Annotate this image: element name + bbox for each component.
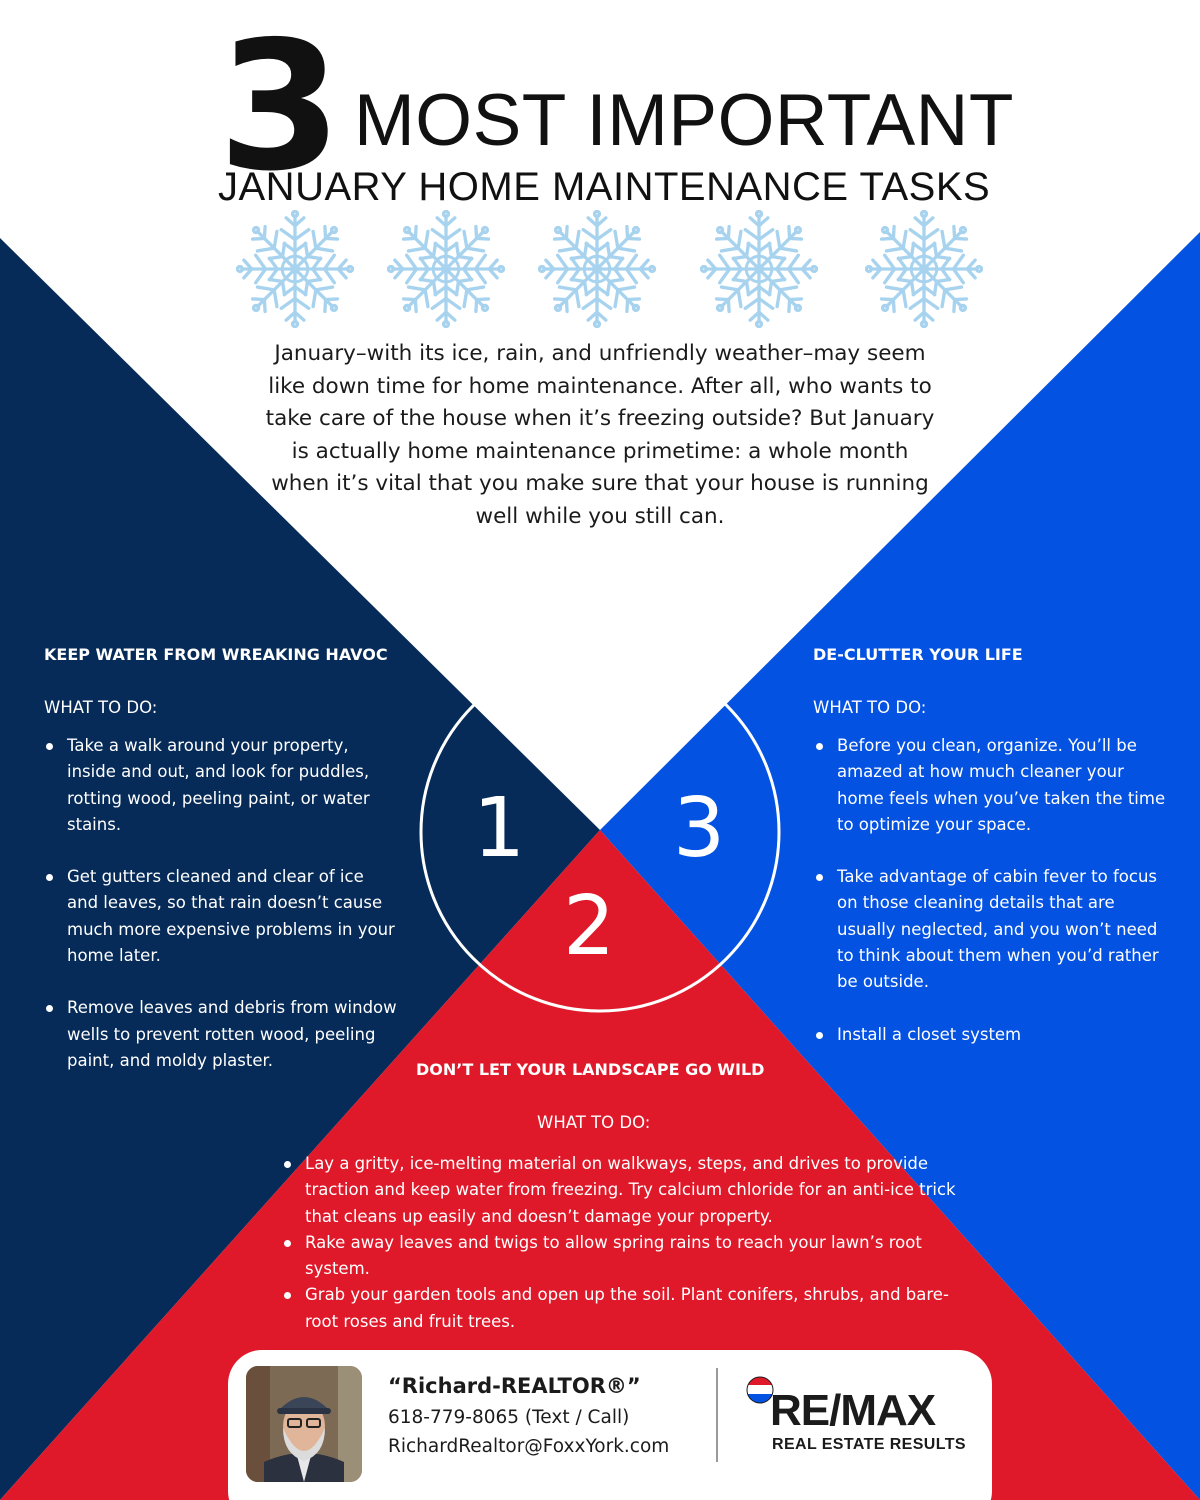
list-item: Rake away leaves and twigs to allow spring rains to reach your lawn’s root system.: [282, 1230, 962, 1283]
avatar: [246, 1366, 362, 1482]
section-2-what-to-do: WHAT TO DO:: [537, 1113, 651, 1132]
section-1-list: [44, 733, 399, 1074]
list-item: Before you clean, organize. You’ll be amazed at how much cleaner your home feels when you’ve taken the time to optimize your space.: [814, 733, 1174, 838]
section-3-title: DE-CLUTTER YOUR LIFE: [813, 645, 1023, 664]
snowflake-icon: [700, 210, 818, 328]
snowflake-icon: [538, 210, 656, 328]
remax-logo: [744, 1376, 966, 1428]
remax-wordmark: RE/MAX: [770, 1386, 936, 1428]
divider: [716, 1368, 718, 1462]
remax-tagline: REAL ESTATE RESULTS: [772, 1436, 966, 1453]
title-main: MOST IMPORTANT: [354, 80, 1014, 161]
list-item: Take a walk around your property, inside and out, and look for puddles, rotting wood, peeling paint, or water stains.: [44, 733, 399, 838]
section-3-list: [814, 733, 1174, 1048]
number-2: 2: [563, 879, 616, 974]
list-item: Install a closet system: [814, 1022, 1174, 1048]
number-3: 3: [673, 781, 726, 876]
title-subtitle: JANUARY HOME MAINTENANCE TASKS: [218, 165, 991, 209]
contact-email[interactable]: RichardRealtor@FoxxYork.com: [388, 1436, 670, 1457]
list-item: Lay a gritty, ice-melting material on walkways, steps, and drives to provide traction and keep water from freezing. Try calcium chloride for an anti-ice trick that cleans up easily and doesn’t damage your property.: [282, 1151, 962, 1230]
section-1-title: KEEP WATER FROM WREAKING HAVOC: [44, 645, 388, 664]
section-3-what-to-do: WHAT TO DO:: [813, 698, 927, 717]
list-item: Remove leaves and debris from window wells to prevent rotten wood, peeling paint, and moldy plaster.: [44, 995, 399, 1074]
contact-name: “Richard-REALTOR®”: [388, 1374, 641, 1398]
section-2-list: [282, 1151, 962, 1335]
contact-phone[interactable]: 618-779-8065 (Text / Call): [388, 1407, 630, 1428]
number-1: 1: [473, 781, 526, 876]
title-number: 3: [218, 3, 338, 210]
list-item: Grab your garden tools and open up the soil. Plant conifers, shrubs, and bare-root roses and fruit trees.: [282, 1282, 962, 1335]
snowflake-icon: [387, 210, 505, 328]
agent-photo: [246, 1366, 362, 1482]
intro-paragraph: January–with its ice, rain, and unfriendly weather–may seem like down time for home maintenance. After all, who wants to take care of the house when it’s freezing outside? But January is actually home maintenance primetime: a whole month when it’s vital that you make sure that your house is running well while you still can.: [265, 341, 935, 529]
list-item: Get gutters cleaned and clear of ice and leaves, so that rain doesn’t cause much more expensive problems in your home later.: [44, 864, 399, 969]
section-1-what-to-do: WHAT TO DO:: [44, 698, 158, 717]
snowflake-icon: [865, 210, 983, 328]
list-item: Take advantage of cabin fever to focus on those cleaning details that are usually neglected, and you won’t need to think about them when you’d rather be outside.: [814, 864, 1174, 995]
contact-card: [228, 1350, 992, 1500]
section-2-title: DON’T LET YOUR LANDSCAPE GO WILD: [416, 1060, 765, 1079]
snowflake-icon: [236, 210, 354, 328]
